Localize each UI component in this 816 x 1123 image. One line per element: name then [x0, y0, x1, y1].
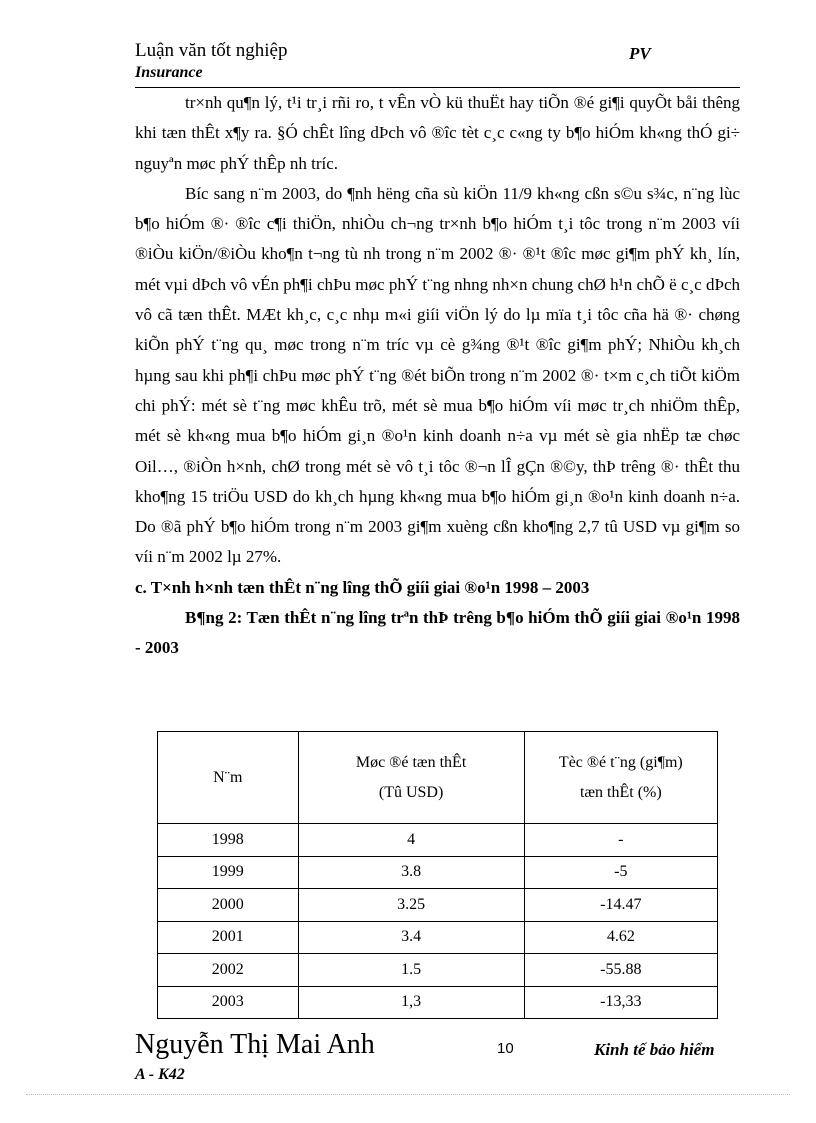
cell-loss: 3.4 — [298, 921, 524, 954]
cell-loss: 3.25 — [298, 889, 524, 922]
table-row — [158, 824, 718, 857]
footer-department: Kinh tế bảo hiểm — [594, 1040, 715, 1059]
cell-loss: 1,3 — [298, 986, 524, 1019]
cell-year: 2001 — [158, 921, 299, 954]
header-right-label: PV — [629, 44, 651, 63]
paragraph-2: Bíc sang n¨m 2003, do ¶nh hëng cña sù kiÖn 11/9 kh«ng cßn s©u s¾c, n¨ng lùc b¶o hiÓm ®· ®îc c¶i thiÖn, nhiÒu ch¬ng tr×nh b¶o hiÓm t¸i tôc trong n¨m 2003 víi ®iÒu kiÖn/®iÒu kho¶n t¬ng tù nh trong n¨m 2002 ®· ®¹t ®îc møc gi¶m phÝ kh¸ lín, mét vµi dÞch vô vÉn ph¶i chÞu møc phÝ t¨ng nhng nh×n chung chØ h¹n chÕ ë c¸c dÞch vô cã tæn thÊt. MÆt kh¸c, c¸c nhµ m«i giíi viÖn lý do lµ mïa t¸i tôc cña hä ®· chøng kiÕn phÝ t¨ng qu¸ møc trong n¨m tríc vµ cè g¾ng ®¹t ®îc gi¶m phÝ; NhiÒu kh¸ch hµng sau khi ph¶i chÞu møc phÝ t¨ng ®ét biÕn trong n¨m 2002 ®· t×m c¸ch tiÕt kiÖm chi phÝ: mét sè t¨ng møc khÊu trõ, mét sè mua b¶o hiÓm víi møc tr¸ch nhiÖm thÊp, mét sè kh«ng mua b¶o hiÓm gi¸n ®o¹n kinh doanh n÷a vµ mét sè gia nhËp tæ chøc Oil…, ®iÒn h×nh, chØ trong mét sè vô t¸i tôc ®¬n lÎ gÇn ®©y, thÞ trêng ®· thÊt thu kho¶ng 15 triÖu USD do kh¸ch hµng kh«ng mua b¶o hiÓm gi¸n ®o¹n kinh doanh n÷a. Do ®ã phÝ b¶o hiÓm trong n¨m 2003 gi¶m xuèng cßn kho¶ng 2,7 tû USD vµ gi¶m so víi n¨m 2002 lµ 27%. — [135, 183, 740, 567]
table-row — [158, 986, 718, 1019]
header-rate-line2: tæn thÊt (%) — [579, 783, 662, 801]
cell-rate: - — [524, 824, 717, 857]
paragraph-1: tr×nh qu¶n lý, t¹i tr¸i rñi ro, t vÊn vÒ kü thuËt hay tiÕn ®é gi¶i quyÕt båi thêng khi tæn thÊt x¶y ra. §Ó chÊt lîng dÞch vô ®îc tèt c¸c c«ng ty b¶o hiÓm kh«ng thÓ gi÷ nguyªn møc phÝ thÊp nh tríc. — [135, 93, 740, 173]
cell-year: 2002 — [158, 954, 299, 987]
cell-loss: 3.8 — [298, 856, 524, 889]
table-row — [158, 954, 718, 987]
header-rate — [524, 732, 717, 824]
table-row — [158, 921, 718, 954]
footer-class: A - K42 — [135, 1066, 185, 1083]
table-row — [158, 889, 718, 922]
header-rate-line1: Tèc ®é t¨ng (gi¶m) — [558, 753, 683, 771]
cell-loss: 1.5 — [298, 954, 524, 987]
header-loss-line1: Møc ®é tæn thÊt — [355, 753, 467, 771]
table-caption: B¶ng 2: Tæn thÊt n¨ng lîng trªn thÞ trêng b¶o hiÓm thÕ giíi giai ®o¹n 1998 - 2003 — [135, 608, 740, 658]
cell-rate: -13,33 — [524, 986, 717, 1019]
loss-table — [157, 731, 718, 1019]
cell-year: 1998 — [158, 824, 299, 857]
cell-rate: -5 — [524, 856, 717, 889]
cell-rate: -14.47 — [524, 889, 717, 922]
table-row — [158, 856, 718, 889]
cell-year: 1999 — [158, 856, 299, 889]
cell-loss: 4 — [298, 824, 524, 857]
header-year: N¨m — [158, 732, 299, 824]
table-header-row — [158, 732, 718, 824]
body-text — [135, 88, 740, 664]
page-number: 10 — [497, 1040, 514, 1057]
cell-year: 2003 — [158, 986, 299, 1019]
cell-year: 2000 — [158, 889, 299, 922]
section-heading: c. T×nh h×nh tæn thÊt n¨ng lîng thÕ giíi giai ®o¹n 1998 – 2003 — [135, 577, 590, 597]
cell-rate: 4.62 — [524, 921, 717, 954]
page-header — [135, 40, 288, 83]
header-loss-line2: (Tû USD) — [378, 783, 444, 801]
page-bottom-divider — [26, 1094, 790, 1095]
header-loss — [298, 732, 524, 824]
footer-author-name: Nguyễn Thị Mai Anh — [135, 1029, 375, 1060]
header-subtitle: Insurance — [135, 64, 203, 81]
header-title: Luận văn tốt nghiệp — [135, 40, 288, 61]
cell-rate: -55.88 — [524, 954, 717, 987]
